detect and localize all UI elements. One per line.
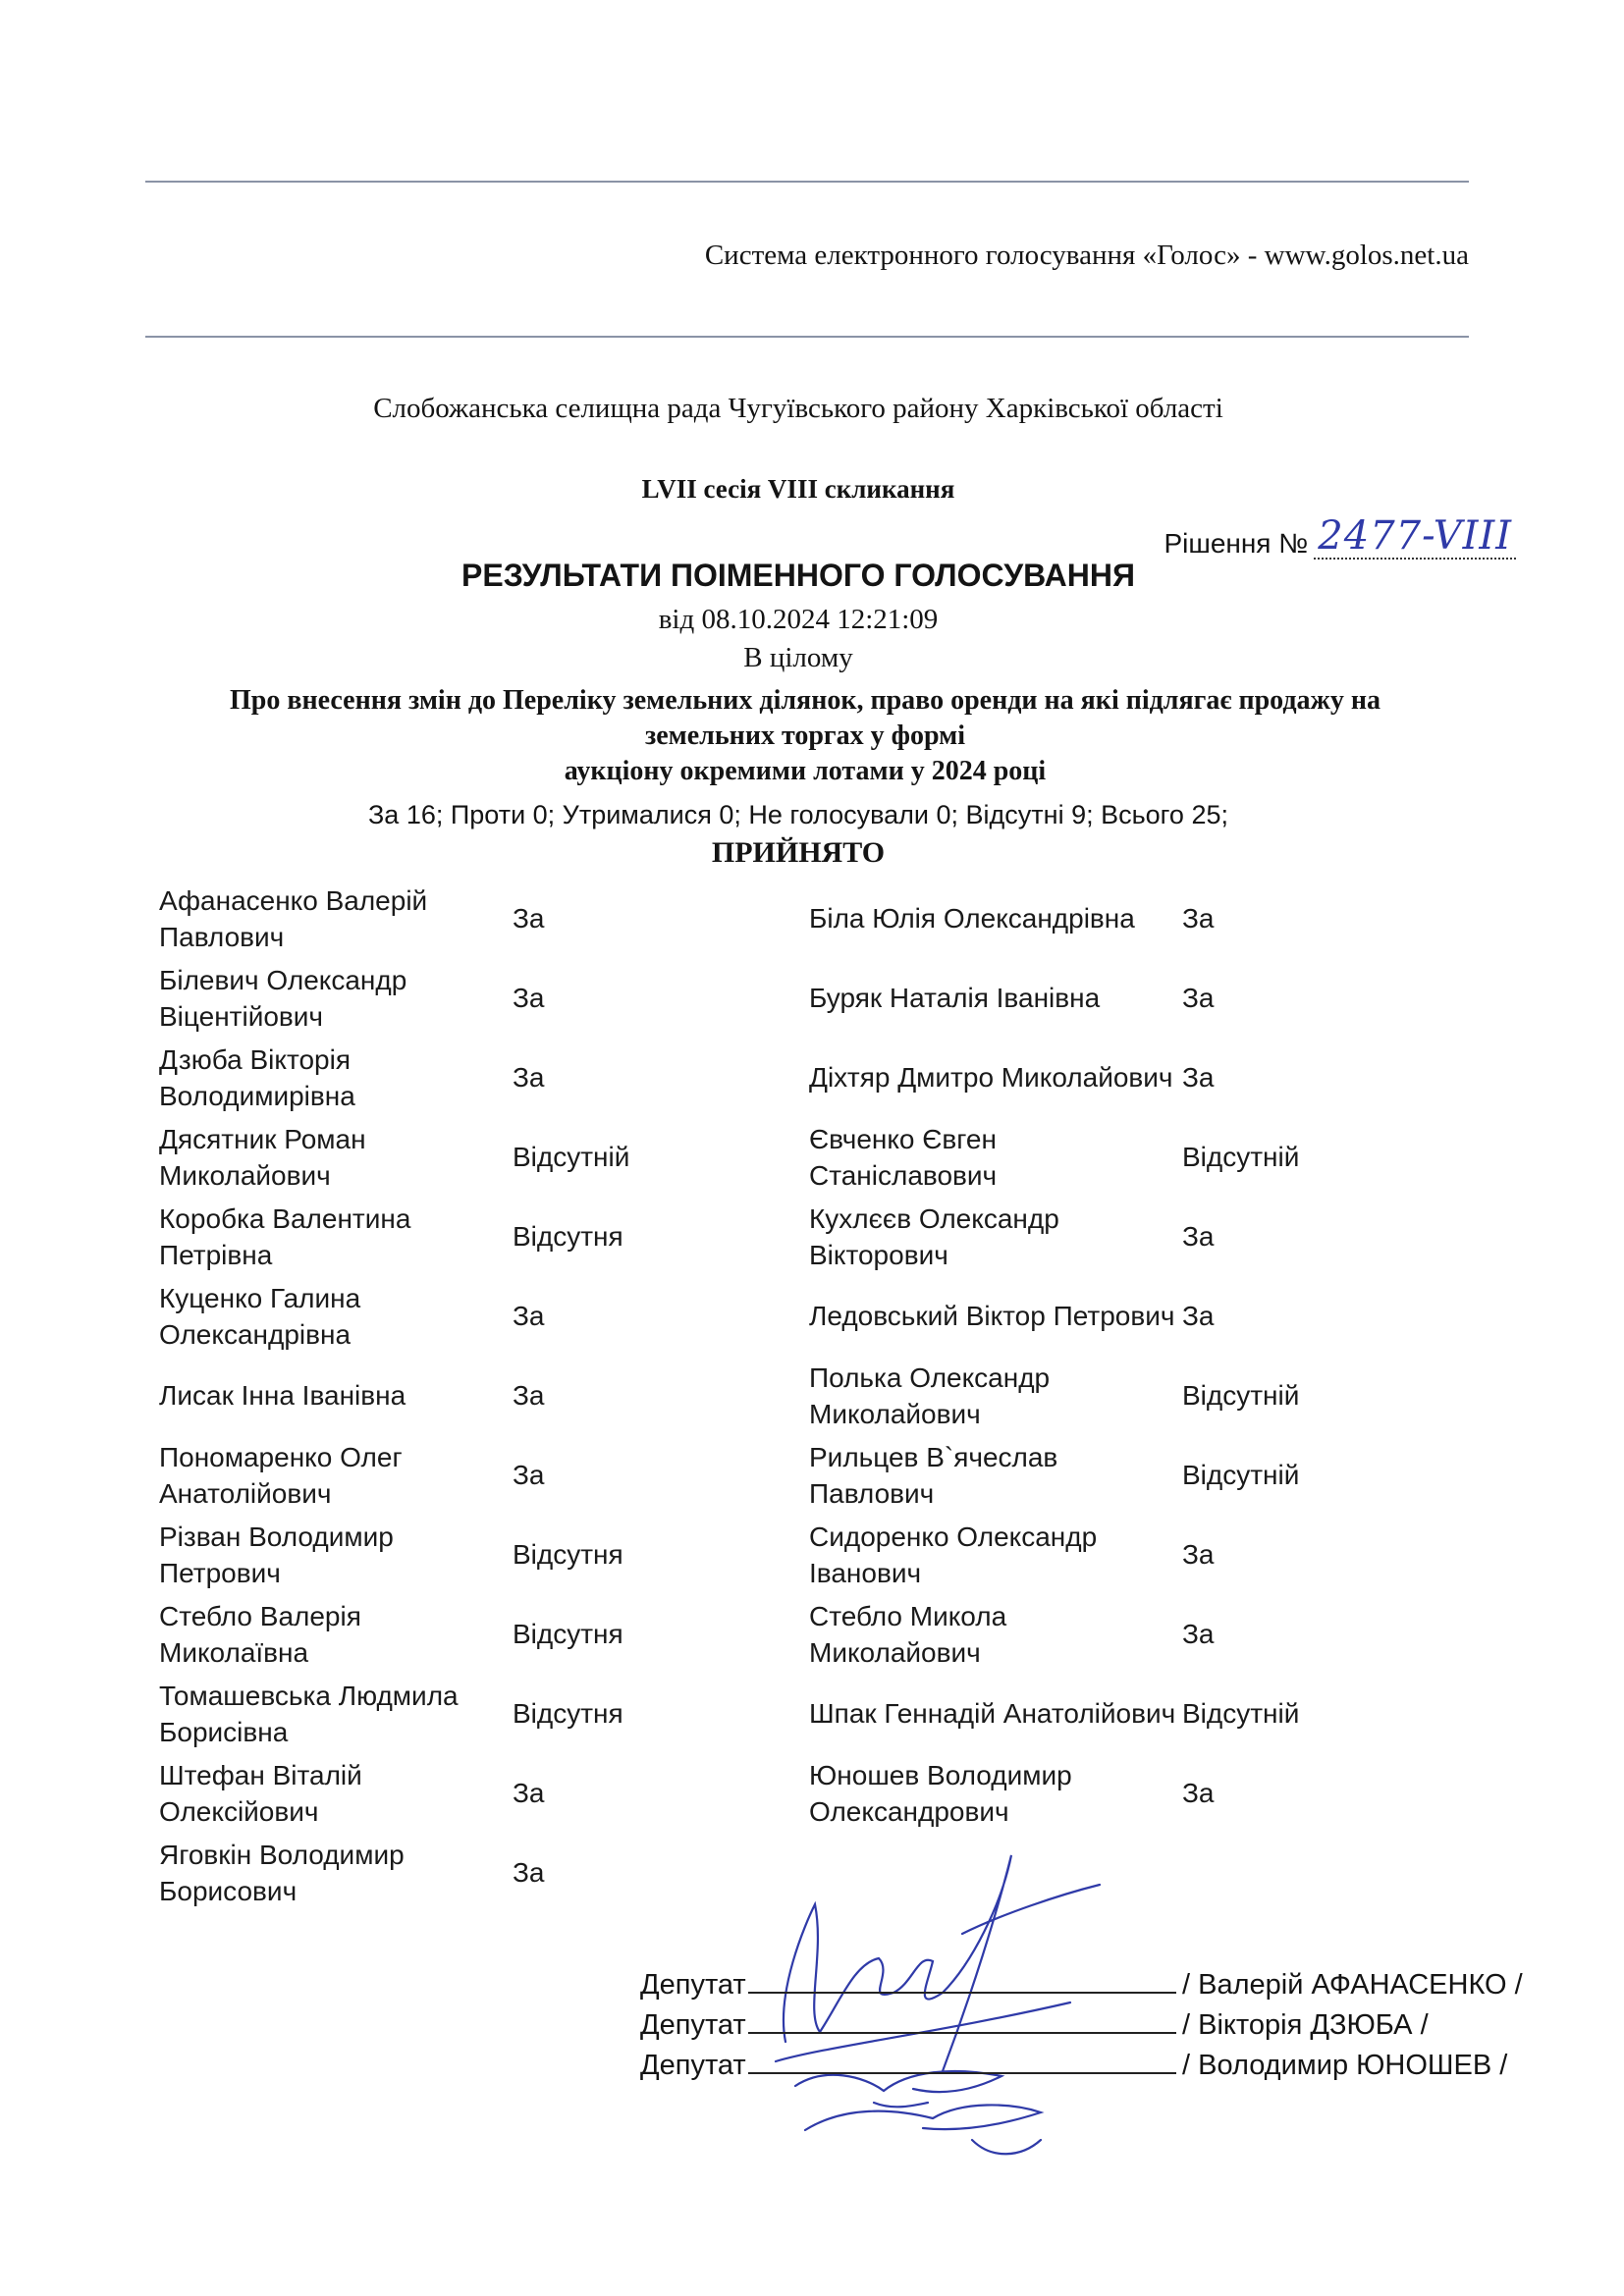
table-row <box>155 1356 1471 1435</box>
table-row <box>155 879 1471 958</box>
signature-row <box>640 1969 1523 2009</box>
deputy-vote: За <box>1182 1300 1215 1331</box>
deputy-name: Томашевська Людмила Борисівна <box>159 1680 459 1747</box>
deputy-vote: Відсутній <box>1182 1459 1300 1490</box>
deputy-vote: За <box>1182 1538 1215 1570</box>
deputy-name: Пономаренко Олег Анатолійович <box>159 1441 403 1509</box>
table-row <box>155 1435 1471 1515</box>
deputy-vote: За <box>1182 1220 1215 1252</box>
deputy-name: Рильцев В`ячеслав Павлович <box>809 1441 1058 1509</box>
system-line: Система електронного голосування «Голос» - www.golos.net.ua <box>704 240 1469 271</box>
deputy-vote: За <box>513 1459 545 1490</box>
deputy-vote: За <box>1182 1061 1215 1093</box>
deputy-vote: За <box>513 1300 545 1331</box>
deputy-vote: За <box>513 1061 545 1093</box>
deputy-name: Буряк Наталія Іванівна <box>809 983 1101 1013</box>
deputy-name: Кухлєєв Олександр Вікторович <box>809 1202 1059 1270</box>
deputy-name: Штефан Віталій Олексійович <box>159 1759 362 1827</box>
deputy-vote: Відсутній <box>1182 1379 1300 1411</box>
signature-name: / Володимир ЮНОШЕВ / <box>1182 2050 1508 2081</box>
vote-tally: За 16; Проти 0; Утрималися 0; Не голосували 0; Відсутні 9; Всього 25; <box>368 800 1228 829</box>
deputy-name: Сидоренко Олександр Іванович <box>809 1521 1098 1588</box>
vote-subject <box>0 683 1624 789</box>
deputy-name: Ледовський Віктор Петрович <box>809 1301 1175 1331</box>
deputy-vote: За <box>1182 982 1215 1013</box>
deputy-name: Лисак Інна Іванівна <box>159 1380 406 1411</box>
signature-row <box>640 2009 1523 2050</box>
deputy-vote: Відсутня <box>513 1697 623 1729</box>
deputy-vote: Відсутній <box>1182 1141 1300 1172</box>
deputy-vote: За <box>513 982 545 1013</box>
deputy-vote: Відсутній <box>1182 1697 1300 1729</box>
signature-row <box>640 2050 1523 2090</box>
signature-line <box>748 1992 1176 1994</box>
subject-line: Про внесення змін до Переліку земельних ділянок, право оренди на які підлягає продажу на <box>230 685 1380 716</box>
session-title: LVII сесія VIII скликання <box>641 474 955 504</box>
deputy-vote: За <box>513 1379 545 1411</box>
deputy-name: Коробка Валентина Петрівна <box>159 1202 411 1270</box>
table-row <box>155 1515 1471 1594</box>
deputy-vote: Відсутня <box>513 1538 623 1570</box>
table-row <box>155 1117 1471 1197</box>
table-row <box>155 1753 1471 1833</box>
signatures-block <box>640 1969 1523 2090</box>
signature-label: Депутат <box>640 1969 746 2001</box>
deputy-vote: За <box>513 902 545 934</box>
deputy-name: Куценко Галина Олександрівна <box>159 1282 361 1350</box>
deputy-vote: Відсутній <box>513 1141 630 1172</box>
table-row <box>155 1197 1471 1276</box>
deputy-name: Дясятник Роман Миколайович <box>159 1123 366 1191</box>
deputy-vote: За <box>1182 1777 1215 1808</box>
deputy-vote: За <box>513 1856 545 1888</box>
deputy-name: Різван Володимир Петрович <box>159 1521 394 1588</box>
decision-label: Рішення № <box>1164 528 1309 559</box>
header-rule-bottom <box>145 336 1469 338</box>
subject-line: аукціону окремими лотами у 2024 році <box>564 756 1047 786</box>
signature-line <box>748 2072 1176 2074</box>
signature-label: Депутат <box>640 2050 746 2081</box>
signature-line <box>748 2032 1176 2034</box>
decision-number: 2477-VIII <box>1314 516 1516 560</box>
deputy-name: Полька Олександр Миколайович <box>809 1362 1051 1429</box>
deputy-name: Афанасенко Валерій Павлович <box>159 884 428 952</box>
deputy-vote: Відсутня <box>513 1618 623 1649</box>
deputy-vote: За <box>513 1777 545 1808</box>
deputy-name: Юношев Володимир Олександрович <box>809 1759 1072 1827</box>
deputy-name: Діхтяр Дмитро Миколайович <box>809 1062 1173 1093</box>
table-row <box>155 1674 1471 1753</box>
table-row <box>155 958 1471 1038</box>
decision-row <box>1164 513 1516 560</box>
table-row <box>155 1038 1471 1117</box>
deputy-vote: За <box>1182 1618 1215 1649</box>
deputy-name: Стебло Микола Миколайович <box>809 1600 1007 1668</box>
signature-name: / Вікторія ДЗЮБА / <box>1182 2009 1429 2041</box>
vote-result: ПРИЙНЯТО <box>711 836 886 869</box>
deputy-name: Шпак Геннадій Анатолійович <box>809 1698 1176 1729</box>
deputy-name: Білевич Олександр Віцентійович <box>159 964 407 1032</box>
deputy-name: Стебло Валерія Миколаївна <box>159 1600 361 1668</box>
signature-name: / Валерій АФАНАСЕНКО / <box>1182 1969 1523 2001</box>
page-title: РЕЗУЛЬТАТИ ПОІМЕННОГО ГОЛОСУВАННЯ <box>461 558 1135 593</box>
deputy-vote: Відсутня <box>513 1220 623 1252</box>
votes-table <box>155 879 1471 1912</box>
subject-line: земельних торгах у формі <box>644 721 965 751</box>
header-rule-top <box>145 181 1469 183</box>
vote-date: від 08.10.2024 12:21:09 <box>658 604 939 635</box>
council-name: Слобожанська селищна рада Чугуївського району Харківської області <box>373 393 1223 424</box>
deputy-name: Біла Юлія Олександрівна <box>809 903 1135 934</box>
deputy-vote: За <box>1182 902 1215 934</box>
table-row <box>155 1276 1471 1356</box>
signature-label: Депутат <box>640 2009 746 2041</box>
vote-scope: В цілому <box>743 642 853 673</box>
deputy-name: Дзюба Вікторія Володимирівна <box>159 1043 355 1111</box>
deputy-name: Яговкін Володимир Борисович <box>159 1839 405 1906</box>
deputy-name: Євченко Євген Станіславович <box>809 1123 998 1191</box>
table-row <box>155 1594 1471 1674</box>
